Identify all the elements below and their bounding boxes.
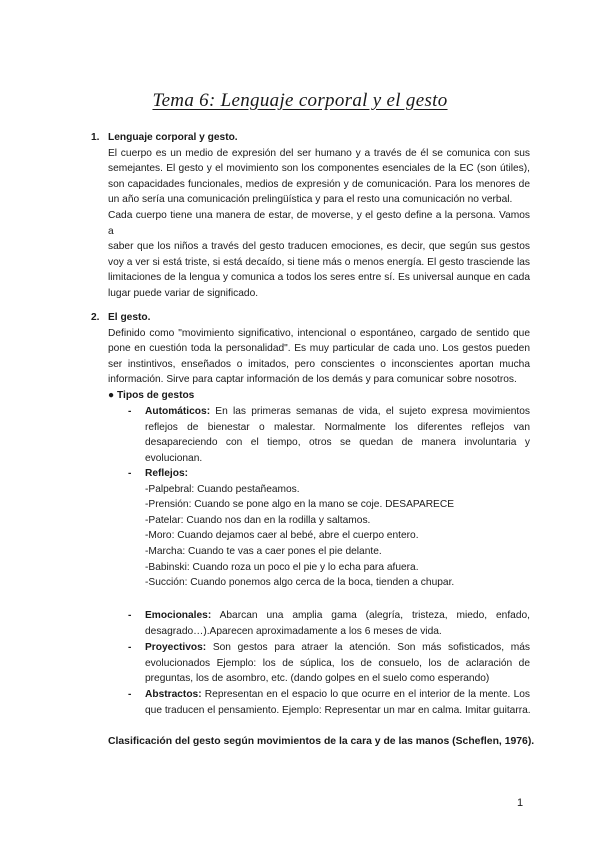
reflejo-item: -Moro: Cuando dejamos caer al bebé, abre el cuerpo entero.: [145, 530, 419, 542]
automaticos-text: reflejos de bienestar o malestar. Normalmente los diferentes reflejos van: [145, 421, 530, 433]
page-number: 1: [517, 797, 524, 809]
s1-line: saber que los niños a través del gesto traducen emociones, es decir, que según sus gestos: [108, 241, 530, 253]
s1-line: El cuerpo es un medio de expresión del ser humano y a través de él se comunica con sus: [108, 147, 530, 159]
emocionales-text: Abarcan una amplia gama (alegría, tristeza, miedo, enfado,: [211, 610, 530, 621]
proyectivos-text: evolucionados Ejemplo: los de súplica, los de consuelo, los de aclaración de: [145, 657, 530, 669]
section-1-paragraph: [108, 146, 530, 302]
emocionales-label: Emocionales:: [145, 610, 212, 621]
section-2-paragraph: [108, 326, 530, 388]
type-reflejos: [145, 466, 530, 591]
automaticos-text: desapareciendo con el tiempo, otros se quedan de manera involuntaria y: [145, 437, 530, 449]
abstractos-text: Representan en el espacio lo que ocurre en el interior de la mente. Los: [201, 689, 530, 700]
dash-marker: -: [128, 406, 132, 417]
reflejo-item: -Patelar: Cuando nos dan en la rodilla y saltamos.: [145, 514, 371, 526]
abstractos-text: que traducen el pensamiento. Ejemplo: Representar un mar en calma. Imitar guitarra.: [145, 704, 531, 716]
type-automaticos: [145, 404, 530, 466]
automaticos-label: Automáticos:: [145, 406, 211, 417]
reflejo-item: -Prensión: Cuando se pone algo en la mano se coje. DESAPARECE: [145, 499, 455, 511]
page-title: Tema 6: Lenguaje corporal y el gesto: [152, 90, 448, 111]
section-1-heading: Lenguaje corporal y gesto.: [108, 132, 238, 143]
s2-line: información. Sirve para captar información de los demás y para comunicar sobre nosotros.: [108, 374, 517, 386]
types-bullet: ● Tipos de gestos: [108, 390, 195, 401]
proyectivos-text: Son gestos para atraer la atención. Son más sofisticados, más: [206, 642, 530, 653]
section-1-number: 1.: [91, 132, 100, 143]
proyectivos-text: preguntas, los de asombro, etc. (dando golpes en el suelo como esperando): [145, 673, 490, 685]
s1-line: son capacidades funcionales, medios de expresión y de comunicación. Para los menores de: [108, 178, 530, 190]
dash-marker: -: [128, 468, 132, 479]
s1-line: Cada cuerpo tiene una manera de estar, de moverse, y el gesto define a la persona. Vamos a: [108, 209, 530, 237]
type-abstractos: [145, 687, 530, 718]
type-proyectivos: [145, 640, 530, 687]
reflejo-item: -Succión: Cuando ponemos algo cerca de la boca, tienden a chupar.: [145, 577, 455, 589]
dash-marker: -: [128, 642, 132, 653]
proyectivos-label: Proyectivos:: [145, 642, 207, 653]
s2-line: ser instintivos, enseñados o imitados, pero conscientes o inconscientes aportan mucha: [108, 358, 530, 370]
reflejos-label: Reflejos:: [145, 468, 189, 479]
s1-line: un año sería una comunicación prelingüística y para el resto una comunicación no verbal.: [108, 194, 513, 206]
reflejo-item: -Babinski: Cuando roza un poco el pie y lo echa para afuera.: [145, 561, 419, 573]
emocionales-text: desagrado…).Aparecen aproximadamente a los 6 meses de vida.: [145, 625, 442, 637]
closing-heading: Clasificación del gesto según movimientos de la cara y de las manos (Scheflen, 1976).: [108, 736, 535, 747]
section-2-number: 2.: [91, 312, 100, 323]
automaticos-text: evolucionan.: [145, 452, 203, 464]
s1-line: voy a ver si está triste, si está decaído, si tiene más o menos energía. El gesto trasciende las: [108, 256, 530, 268]
automaticos-text: En las primeras semanas de vida, el sujeto expresa movimientos: [210, 406, 530, 417]
dash-marker: -: [128, 689, 132, 700]
s1-line: semejantes. El gesto y el movimiento son los componentes esenciales de la EC (son útiles),: [108, 163, 530, 175]
dash-marker: -: [128, 610, 132, 621]
abstractos-label: Abstractos:: [145, 689, 202, 700]
type-emocionales: [145, 608, 530, 639]
reflejo-item: -Marcha: Cuando te vas a caer pones el pie delante.: [145, 545, 382, 557]
s1-line: limitaciones de la lengua y comunica a todos los seres entre sí. Es universal aunque en cada: [108, 272, 530, 284]
section-2-heading: El gesto.: [108, 312, 151, 323]
reflejo-item: -Palpebral: Cuando pestañeamos.: [145, 483, 300, 495]
s2-line: pone en cuestión toda la personalidad". Es muy particular de cada uno. Los gestos pueden: [108, 343, 530, 355]
s1-line: lugar puede variar de significado.: [108, 287, 259, 299]
s2-line: Definido como "movimiento significativo, intencional o espontáneo, cargado de sentido que: [108, 327, 530, 339]
